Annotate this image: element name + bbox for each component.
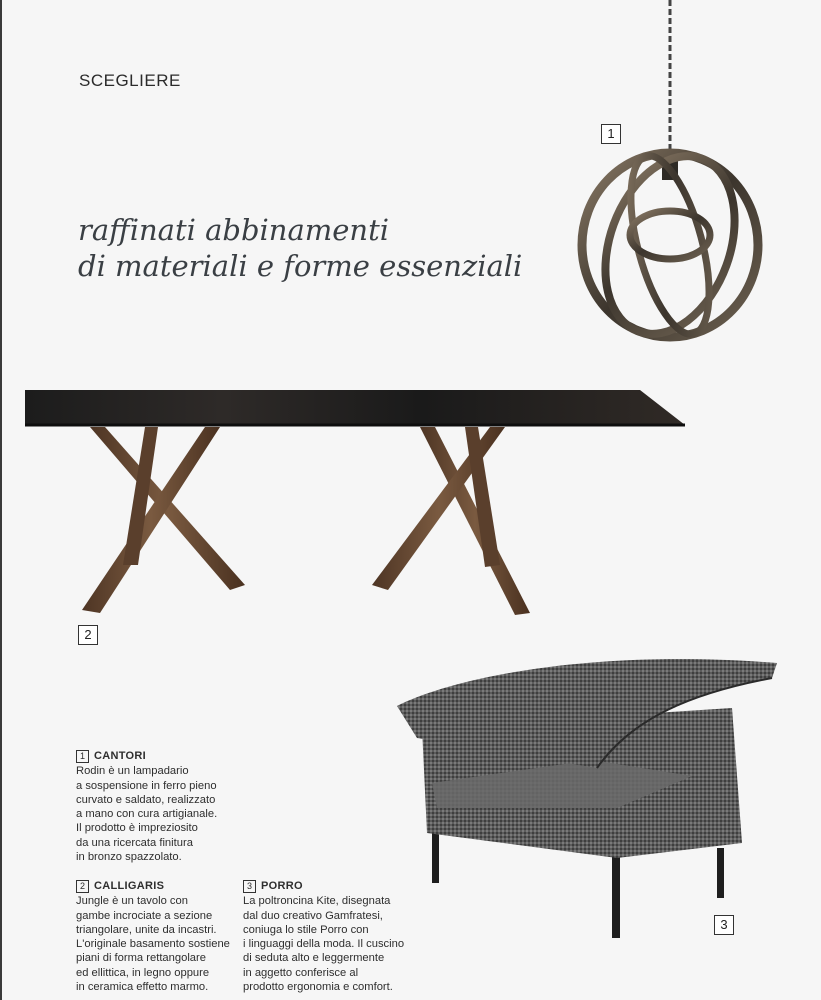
caption-3-line: i linguaggi della moda. Il cuscino — [243, 938, 405, 951]
chandelier-image — [570, 0, 780, 345]
caption-calligaris — [76, 879, 230, 994]
headline — [78, 212, 578, 284]
caption-1-line: curvato e saldato, realizzato — [76, 793, 216, 806]
table-image — [20, 385, 690, 620]
caption-3-line: prodotto ergonomia e comfort. — [243, 981, 393, 994]
caption-1-line: Il prodotto è impreziosito — [76, 822, 198, 835]
caption-3-line: dal duo creativo Gamfratesi, — [243, 909, 383, 922]
caption-1-brand: CANTORI — [94, 750, 147, 762]
caption-3-number: 3 — [243, 880, 256, 893]
caption-porro — [243, 879, 404, 994]
caption-1-line: a sospensione in ferro pieno — [76, 779, 217, 792]
caption-2-line: piani di forma rettangolare — [76, 952, 206, 965]
caption-2-number: 2 — [76, 880, 89, 893]
caption-3-brand: PORRO — [261, 880, 303, 892]
product-3-number-box: 3 — [714, 915, 734, 935]
caption-1-number: 1 — [76, 750, 89, 763]
caption-3-line: in aggetto conferisce al — [243, 966, 359, 979]
caption-1-line: da una ricercata finitura — [76, 836, 193, 849]
page-edge — [0, 0, 2, 1000]
caption-2-brand: CALLIGARIS — [94, 880, 165, 892]
caption-2-line: ed ellittica, in legno oppure — [76, 966, 210, 979]
caption-2-line: gambe incrociate a sezione — [76, 909, 213, 922]
caption-3-line: La poltroncina Kite, disegnata — [243, 895, 391, 908]
headline-line-2: di materiali e forme essenziali — [78, 249, 523, 283]
caption-3-line: di seduta alto e leggermente — [243, 952, 385, 965]
caption-1-line: in bronzo spazzolato. — [76, 851, 182, 864]
product-2-number-box: 2 — [78, 625, 98, 645]
caption-3-line: coniuga lo stile Porro con — [243, 923, 369, 936]
caption-2-line: triangolare, unite da incastri. — [76, 923, 217, 936]
headline-line-1: raffinati abbinamenti — [78, 213, 390, 247]
caption-2-line: in ceramica effetto marmo. — [76, 981, 209, 994]
caption-1-line: a mano con cura artigianale. — [76, 808, 218, 821]
caption-2-line: Jungle è un tavolo con — [76, 895, 188, 908]
section-label: SCEGLIERE — [79, 71, 181, 90]
product-1-number-box: 1 — [601, 124, 621, 144]
caption-2-line: L'originale basamento sostiene — [76, 938, 230, 951]
caption-cantori — [76, 749, 217, 864]
armchair-image — [392, 648, 782, 940]
caption-1-line: Rodin è un lampadario — [76, 765, 189, 778]
